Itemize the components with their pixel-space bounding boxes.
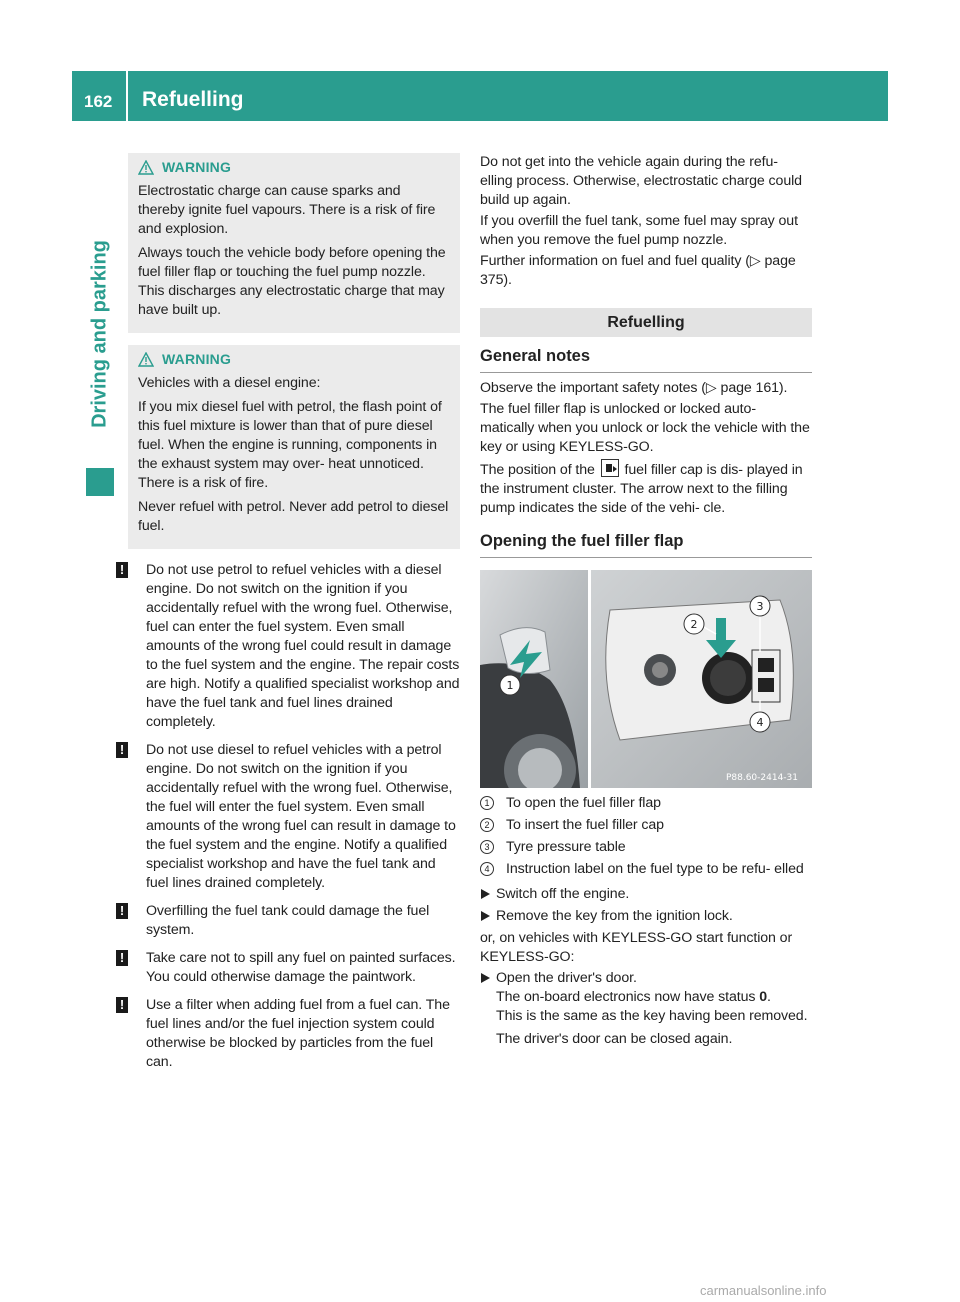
callout-1: [500, 675, 520, 695]
legend-text: Tyre pressure table: [506, 839, 626, 855]
side-tab-label: Driving and parking: [88, 240, 111, 428]
legend-text: To open the fuel filler flap: [506, 795, 661, 811]
legend-number: 3: [480, 840, 494, 854]
general-notes-text: The fuel filler flap is unlocked or locked auto- matically when you unlock or lock the vehicle with the key or using KEYLESS-GO.: [480, 401, 810, 455]
step-result-end: .: [767, 989, 771, 1005]
watermark: carmanualsonline.info: [700, 1283, 827, 1298]
callout-3: [750, 596, 770, 616]
step-text: Remove the key from the ignition lock.: [496, 908, 733, 924]
exclamation-icon: !: [116, 950, 128, 966]
instruction-step: [480, 885, 812, 904]
fuel-flap-illustration: [480, 570, 812, 788]
general-notes-text-start: The position of the: [480, 462, 595, 478]
warning-label: WARNING: [162, 159, 232, 175]
intro-text: Do not get into the vehicle again during the refu- elling process. Otherwise, electrostatic charge could build up again.: [480, 154, 802, 208]
general-notes-text: [480, 459, 812, 518]
legend-number: 1: [480, 796, 494, 810]
step-text: Open the driver's door.: [496, 970, 637, 986]
alternative-text: or, on vehicles with KEYLESS-GO start function or KEYLESS-GO:: [480, 930, 793, 965]
svg-text:2: 2: [690, 618, 698, 631]
step-arrow-icon: [481, 889, 490, 899]
callout-2: [684, 614, 704, 634]
step-arrow-icon: [481, 973, 490, 983]
side-tab-marker: [86, 468, 114, 496]
section-title: Refuelling: [480, 308, 812, 337]
opening-heading: Opening the fuel filler flap: [480, 532, 812, 558]
step-result-text: The on-board electronics now have status: [496, 989, 756, 1005]
svg-text:4: 4: [756, 716, 764, 729]
legend-number: 2: [480, 818, 494, 832]
exclamation-icon: !: [116, 997, 128, 1013]
caution-note: [116, 949, 460, 987]
instruction-step: [480, 969, 812, 1049]
fuel-pump-icon: [601, 459, 619, 477]
warning-heading: [138, 159, 450, 175]
legend-item: [480, 838, 812, 857]
caution-note: [116, 902, 460, 940]
image-code: P88.60-2414-31: [725, 773, 798, 783]
chapter-title: Refuelling: [142, 88, 244, 111]
warning-box-diesel: [128, 345, 460, 549]
header-divider: [126, 71, 128, 121]
warning-text: Always touch the vehicle body before opening the fuel filler flap or touching the fuel pump nozzle. This discharges any electrostatic charge that may have built up.: [138, 245, 446, 318]
status-value: 0: [759, 989, 768, 1005]
warning-triangle-icon: [138, 160, 154, 175]
side-tab: [85, 224, 115, 444]
step-result: The driver's door can be closed again.: [496, 1031, 733, 1047]
general-notes-heading: General notes: [480, 347, 812, 373]
exclamation-icon: !: [116, 562, 128, 578]
step-text: Switch off the engine.: [496, 886, 630, 902]
svg-text:3: 3: [756, 600, 764, 613]
page-header: [72, 71, 888, 121]
exclamation-icon: !: [116, 903, 128, 919]
caution-text: Use a filter when adding fuel from a fuel can. The fuel lines and/or the fuel injection system could otherwise be blocked by particles from the fuel can.: [146, 997, 450, 1070]
caution-text: Overfilling the fuel tank could damage the fuel system.: [146, 903, 430, 938]
warning-label: WARNING: [162, 351, 232, 367]
caution-note: [116, 561, 460, 732]
caution-note: [116, 996, 460, 1072]
step-arrow-icon: [481, 911, 490, 921]
right-column: [480, 153, 812, 1052]
legend-item: [480, 794, 812, 813]
legend-item: [480, 860, 812, 879]
caution-note: [116, 741, 460, 893]
svg-text:1: 1: [506, 679, 514, 692]
step-result: [496, 988, 812, 1007]
caution-text: Do not use diesel to refuel vehicles with a petrol engine. Do not switch on the ignition if you accidentally refuel with the wrong fuel. Otherwise, the fuel will enter the fuel system. Even small amounts of the wrong fuel can result in damage to the fuel system and the engine. Notify a qualified specialist workshop and have the fuel tank and fuel lines drained completely.: [146, 742, 456, 891]
warning-text: Never refuel with petrol. Never add petrol to diesel fuel.: [138, 499, 449, 534]
legend-text: To insert the fuel filler cap: [506, 817, 664, 833]
warning-box-static: [128, 153, 460, 333]
warning-triangle-icon: [138, 352, 154, 367]
warning-text: Electrostatic charge can cause sparks and thereby ignite fuel vapours. There is a risk of fire and explosion.: [138, 183, 436, 237]
exclamation-icon: !: [116, 742, 128, 758]
legend-text: Instruction label on the fuel type to be refu- elled: [506, 861, 804, 877]
intro-text: If you overfill the fuel tank, some fuel may spray out when you remove the fuel pump nozzle.: [480, 213, 798, 248]
general-notes-text-end: fuel filler cap is dis- played in the instrument cluster. The arrow next to the filling pump indicates the side of the vehi- cle.: [480, 462, 803, 516]
warning-text: Vehicles with a diesel engine:: [138, 375, 321, 391]
caution-text: Take care not to spill any fuel on painted surfaces. You could otherwise damage the paintwork.: [146, 950, 456, 985]
instruction-step: [480, 907, 812, 926]
callout-4: [750, 712, 770, 732]
caution-text: Do not use petrol to refuel vehicles with a diesel engine. Do not switch on the ignition if you accidentally refuel with the wrong fuel. Otherwise, fuel can enter the fuel system. Even small amounts of the wrong fuel could result in damage to the fuel system and the engine. The repair costs are high. Notify a qualified specialist workshop and have the fuel tank and fuel lines drained completely.: [146, 562, 460, 730]
fuel-flap-photo: [480, 570, 812, 788]
page-number: 162: [84, 92, 113, 111]
step-result: This is the same as the key having been removed.: [496, 1008, 808, 1024]
intro-text: Further information on fuel and fuel quality (▷ page 375).: [480, 253, 796, 288]
warning-heading: [138, 351, 450, 367]
legend-item: [480, 816, 812, 835]
warning-text: If you mix diesel fuel with petrol, the flash point of this fuel mixture is lower than that of pure diesel fuel. When the engine is running, components in the exhaust system may over- heat unnoticed. There is a risk of fire.: [138, 399, 442, 491]
left-column: [116, 153, 460, 1081]
legend-number: 4: [480, 862, 494, 876]
general-notes-text: Observe the important safety notes (▷ page 161).: [480, 380, 788, 396]
